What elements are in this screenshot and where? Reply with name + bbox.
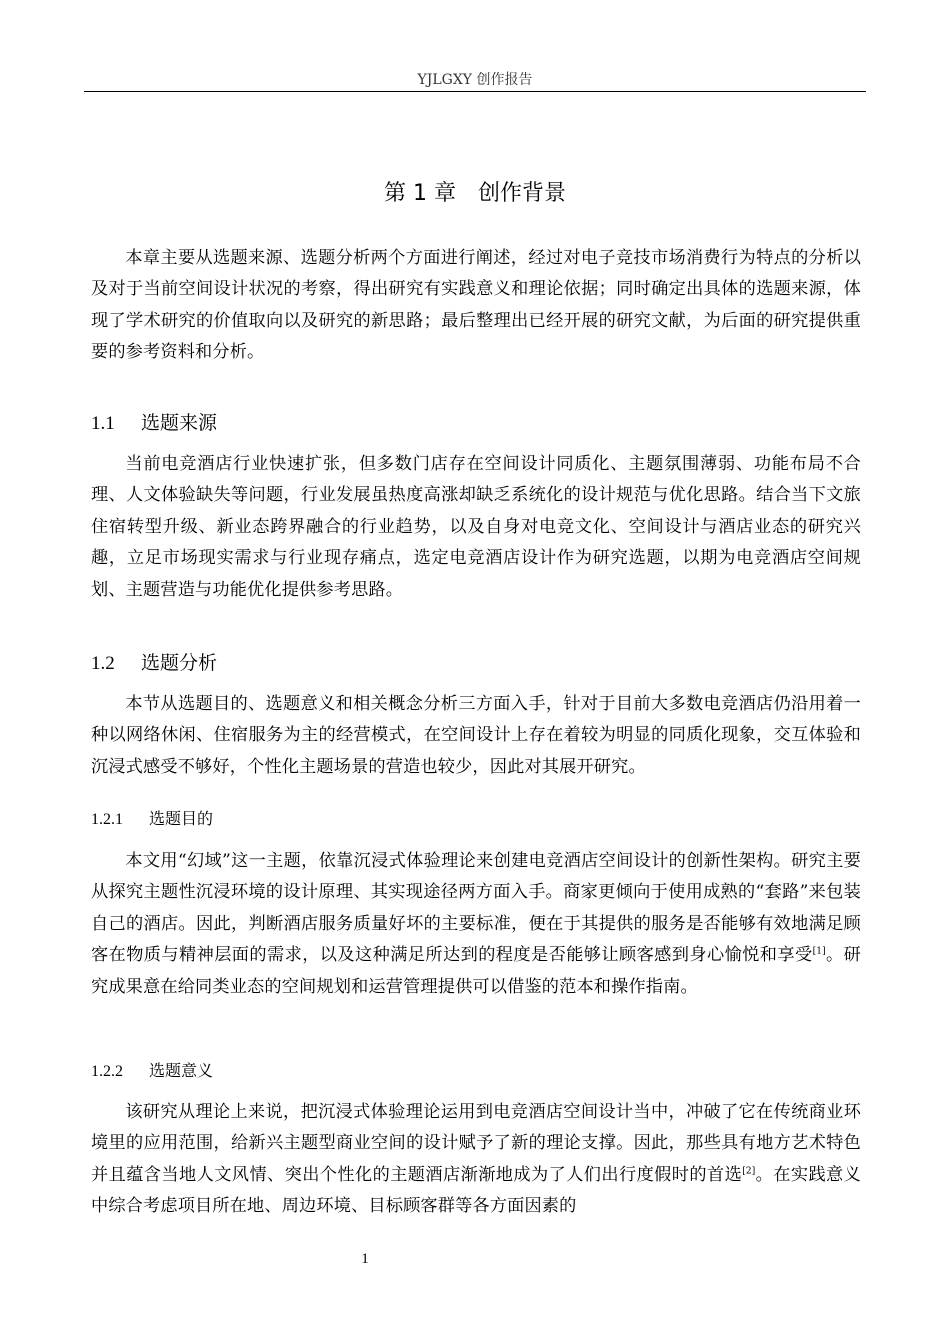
section-title: 选题分析 — [141, 652, 218, 674]
section-number: 1.2.1 — [91, 811, 123, 828]
chapter-title: 第 1 章 创作背景 — [384, 181, 566, 206]
section-number: 1.1 — [91, 413, 115, 434]
paragraph-text: 本文用“幻域”这一主题，依靠沉浸式体验理论来创建电竞酒店空间设计的创新性架构。研究主要从探究主题性沉浸环境的设计原理、其实现途径两方面入手。商家更倾向于使用成熟的“套路”来包装自己的酒店。因此，判断酒店服务质量好坏的主要标准，便在于其提供的服务是否能够有效地满足顾客在物质与精神层面的需求，以及这种满足所达到的程度是否能够让顾客感到身心愉悦和享受 — [91, 851, 861, 966]
section-heading-1-2-1 — [91, 807, 213, 832]
page-header — [84, 70, 866, 92]
citation: [2] — [742, 1166, 756, 1177]
citation: [1] — [812, 946, 826, 957]
section-1-2-1-paragraph — [91, 846, 861, 1003]
header-text: YJLGXY 创作报告 — [417, 72, 533, 88]
section-title: 选题意义 — [149, 1061, 214, 1080]
section-1-1-paragraph: 当前电竞酒店行业快速扩张，但多数门店存在空间设计同质化、主题氛围薄弱、功能布局不合理、人文体验缺失等问题，行业发展虽热度高涨却缺乏系统化的设计规范与优化思路。结合当下文旅住宿转型升级、新业态跨界融合的行业趋势，以及自身对电竞文化、空间设计与酒店业态的研究兴趣，立足市场现实需求与行业现存痛点，选定电竞酒店设计作为研究选题，以期为电竞酒店空间规划、主题营造与功能优化提供参考思路。 — [91, 454, 861, 600]
section-number: 1.2 — [91, 653, 115, 674]
section-heading-1-1 — [91, 409, 217, 438]
section-1-2-paragraph: 本节从选题目的、选题意义和相关概念分析三方面入手，针对于目前大多数电竞酒店仍沿用着一种以网络休闲、住宿服务为主的经营模式，在空间设计上存在着较为明显的同质化现象，交互体验和沉浸式感受不够好，个性化主题场景的营造也较少，因此对其展开研究。 — [91, 694, 861, 777]
paragraph-text: 。研究成果意在给同类业态的空间规划和运营管理提供可以借鉴的范本和操作指南。 — [91, 945, 861, 997]
section-number: 1.2.2 — [91, 1063, 123, 1080]
section-heading-1-2-2 — [91, 1059, 213, 1084]
paragraph-text: 。在实践意义中综合考虑项目所在地、周边环境、目标顾客群等各方面因素的 — [91, 1164, 861, 1217]
section-heading-1-2 — [91, 649, 217, 678]
section-title: 选题来源 — [141, 412, 218, 434]
section-1-2-2-paragraph — [91, 1097, 861, 1223]
page-number: 1 — [361, 1251, 369, 1267]
intro-paragraph: 本章主要从选题来源、选题分析两个方面进行阐述，经过对电子竞技市场消费行为特点的分析以及对于当前空间设计状况的考察，得出研究有实践意义和理论依据；同时确定出具体的选题来源，体现了学术研究的价值取向以及研究的新思路；最后整理出已经开展的研究文献，为后面的研究提供重要的参考资料和分析。 — [91, 248, 861, 363]
paragraph-text: 该研究从理论上来说，把沉浸式体验理论运用到电竞酒店空间设计当中，冲破了它在传统商业环境里的应用范围，给新兴主题型商业空间的设计赋予了新的理论支撑。因此，那些具有地方艺术特色并且蕴含当地人文风情、突出个性化的主题酒店渐渐地成为了人们出行度假时的首选 — [91, 1102, 861, 1185]
section-title: 选题目的 — [149, 809, 214, 828]
